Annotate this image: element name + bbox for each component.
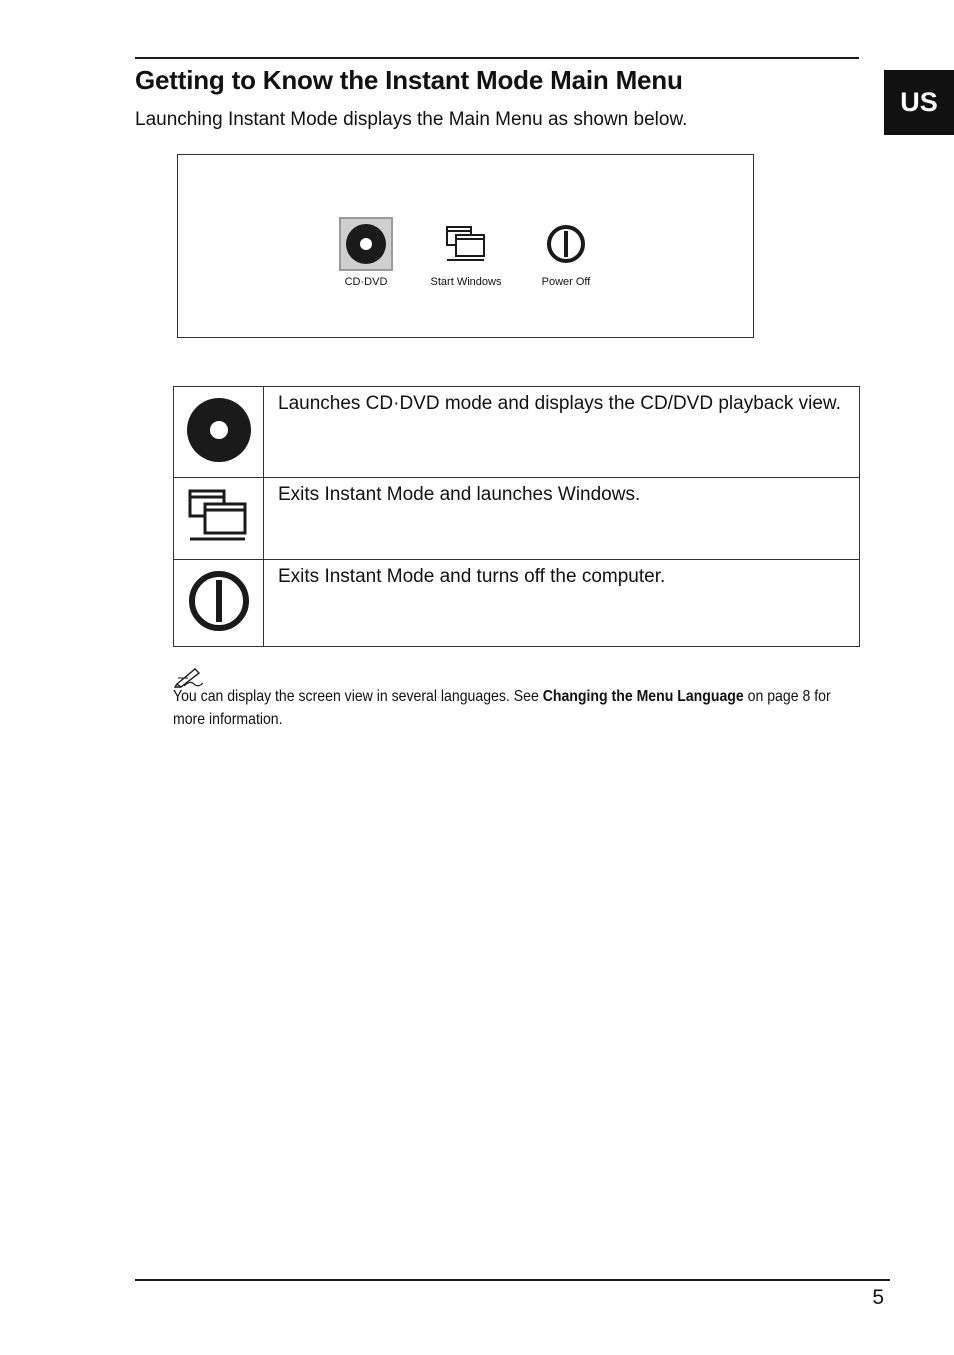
note-text-before: You can display the screen view in several languages. See	[173, 688, 543, 705]
page-title: Getting to Know the Instant Mode Main Menu	[135, 65, 683, 95]
icon-cell	[174, 560, 264, 647]
menu-item-label: CD·DVD	[344, 276, 388, 288]
icon-cell	[174, 387, 264, 478]
windows-icon	[188, 488, 250, 544]
page-number: 5	[872, 1286, 884, 1309]
cd-dvd-icon	[339, 217, 393, 271]
menu-item-label: Power Off	[541, 276, 591, 288]
menu-item-start-windows[interactable]	[416, 217, 516, 289]
intro-text: Launching Instant Mode displays the Main Menu as shown below.	[135, 109, 688, 130]
main-menu-screenshot	[177, 154, 754, 338]
menu-item-label: Start Windows	[430, 276, 502, 288]
table-row	[174, 478, 860, 560]
note-text-after: on page 8 for more information.	[173, 688, 831, 728]
power-icon	[539, 217, 593, 271]
top-rule	[135, 57, 859, 59]
note-text	[173, 685, 863, 731]
menu-language-reference: Changing the Menu Language	[542, 688, 744, 705]
windows-icon	[439, 217, 493, 271]
power-icon	[188, 570, 250, 632]
table-row	[174, 387, 860, 478]
menu-item-power-off[interactable]	[516, 217, 616, 289]
icon-legend-table	[173, 386, 860, 647]
description-cell: Exits Instant Mode and turns off the computer.	[264, 560, 860, 647]
description-cell: Exits Instant Mode and launches Windows.	[264, 478, 860, 560]
bottom-rule	[135, 1279, 890, 1281]
cd-dvd-icon	[186, 397, 252, 463]
menu-item-cd-dvd[interactable]	[316, 217, 416, 289]
description-cell: Launches CD·DVD mode and displays the CD/DVD playback view.	[264, 387, 860, 478]
icon-cell	[174, 478, 264, 560]
table-row	[174, 560, 860, 647]
language-tab: US	[884, 70, 954, 135]
